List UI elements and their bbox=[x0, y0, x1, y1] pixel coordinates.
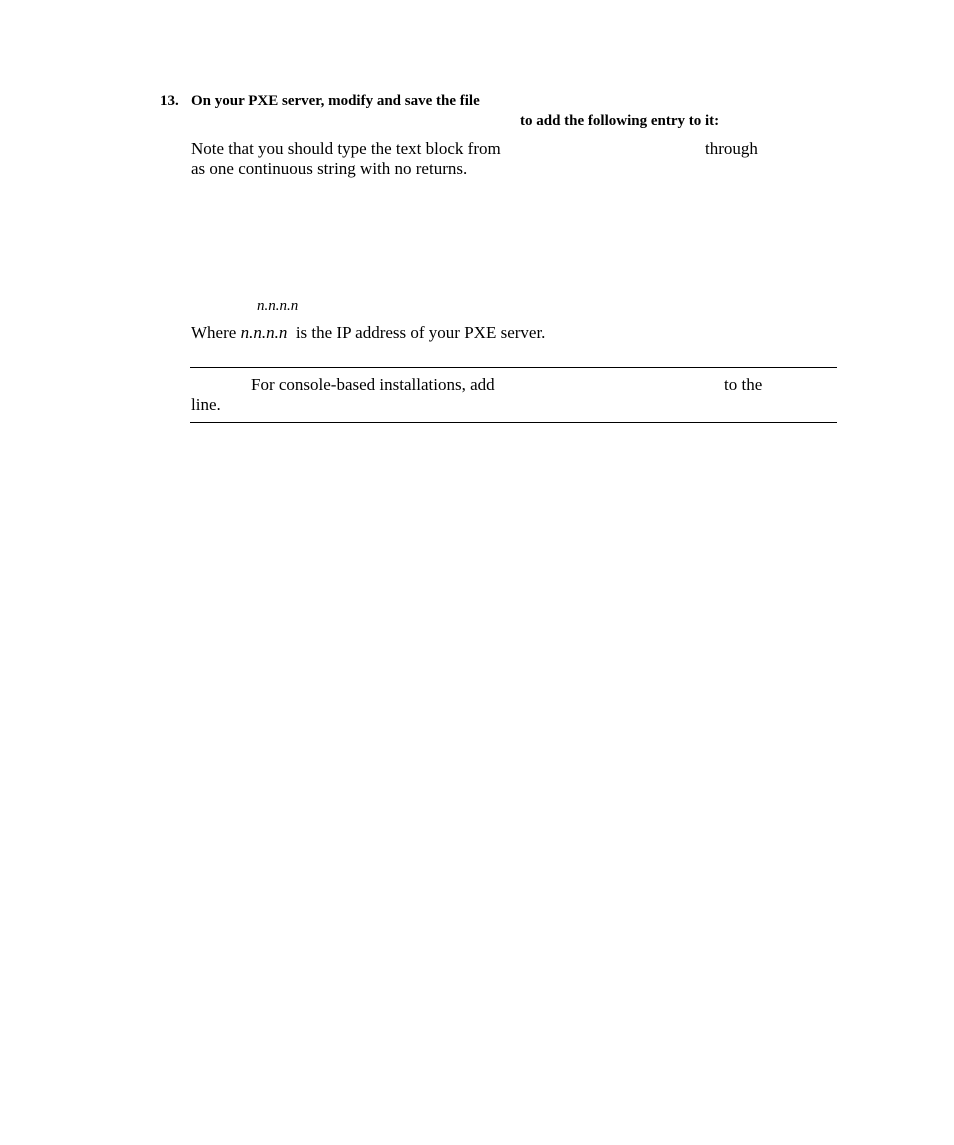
callout-bottom-rule bbox=[190, 422, 837, 423]
step-number: 13. bbox=[160, 93, 179, 109]
step-instruction-line1: On your PXE server, modify and save the file bbox=[191, 93, 480, 109]
where-ip-placeholder: n.n.n.n bbox=[240, 323, 288, 342]
step-instruction-line2: to add the following entry to it: bbox=[520, 113, 720, 129]
callout-text-to-the: to the bbox=[724, 375, 763, 394]
where-prefix: Where bbox=[191, 323, 237, 342]
code-ip-placeholder: n.n.n.n bbox=[257, 298, 299, 314]
callout-text-line1: For console-based installations, add bbox=[251, 375, 495, 394]
note-text-through: through bbox=[705, 139, 758, 158]
callout-top-rule bbox=[190, 367, 837, 368]
callout-text-line2: line. bbox=[191, 395, 221, 414]
note-text-line2: as one continuous string with no returns. bbox=[191, 159, 468, 178]
where-suffix: is the IP address of your PXE server. bbox=[295, 323, 546, 342]
where-paragraph bbox=[191, 323, 545, 343]
note-text-line1: Note that you should type the text block from bbox=[191, 139, 501, 158]
